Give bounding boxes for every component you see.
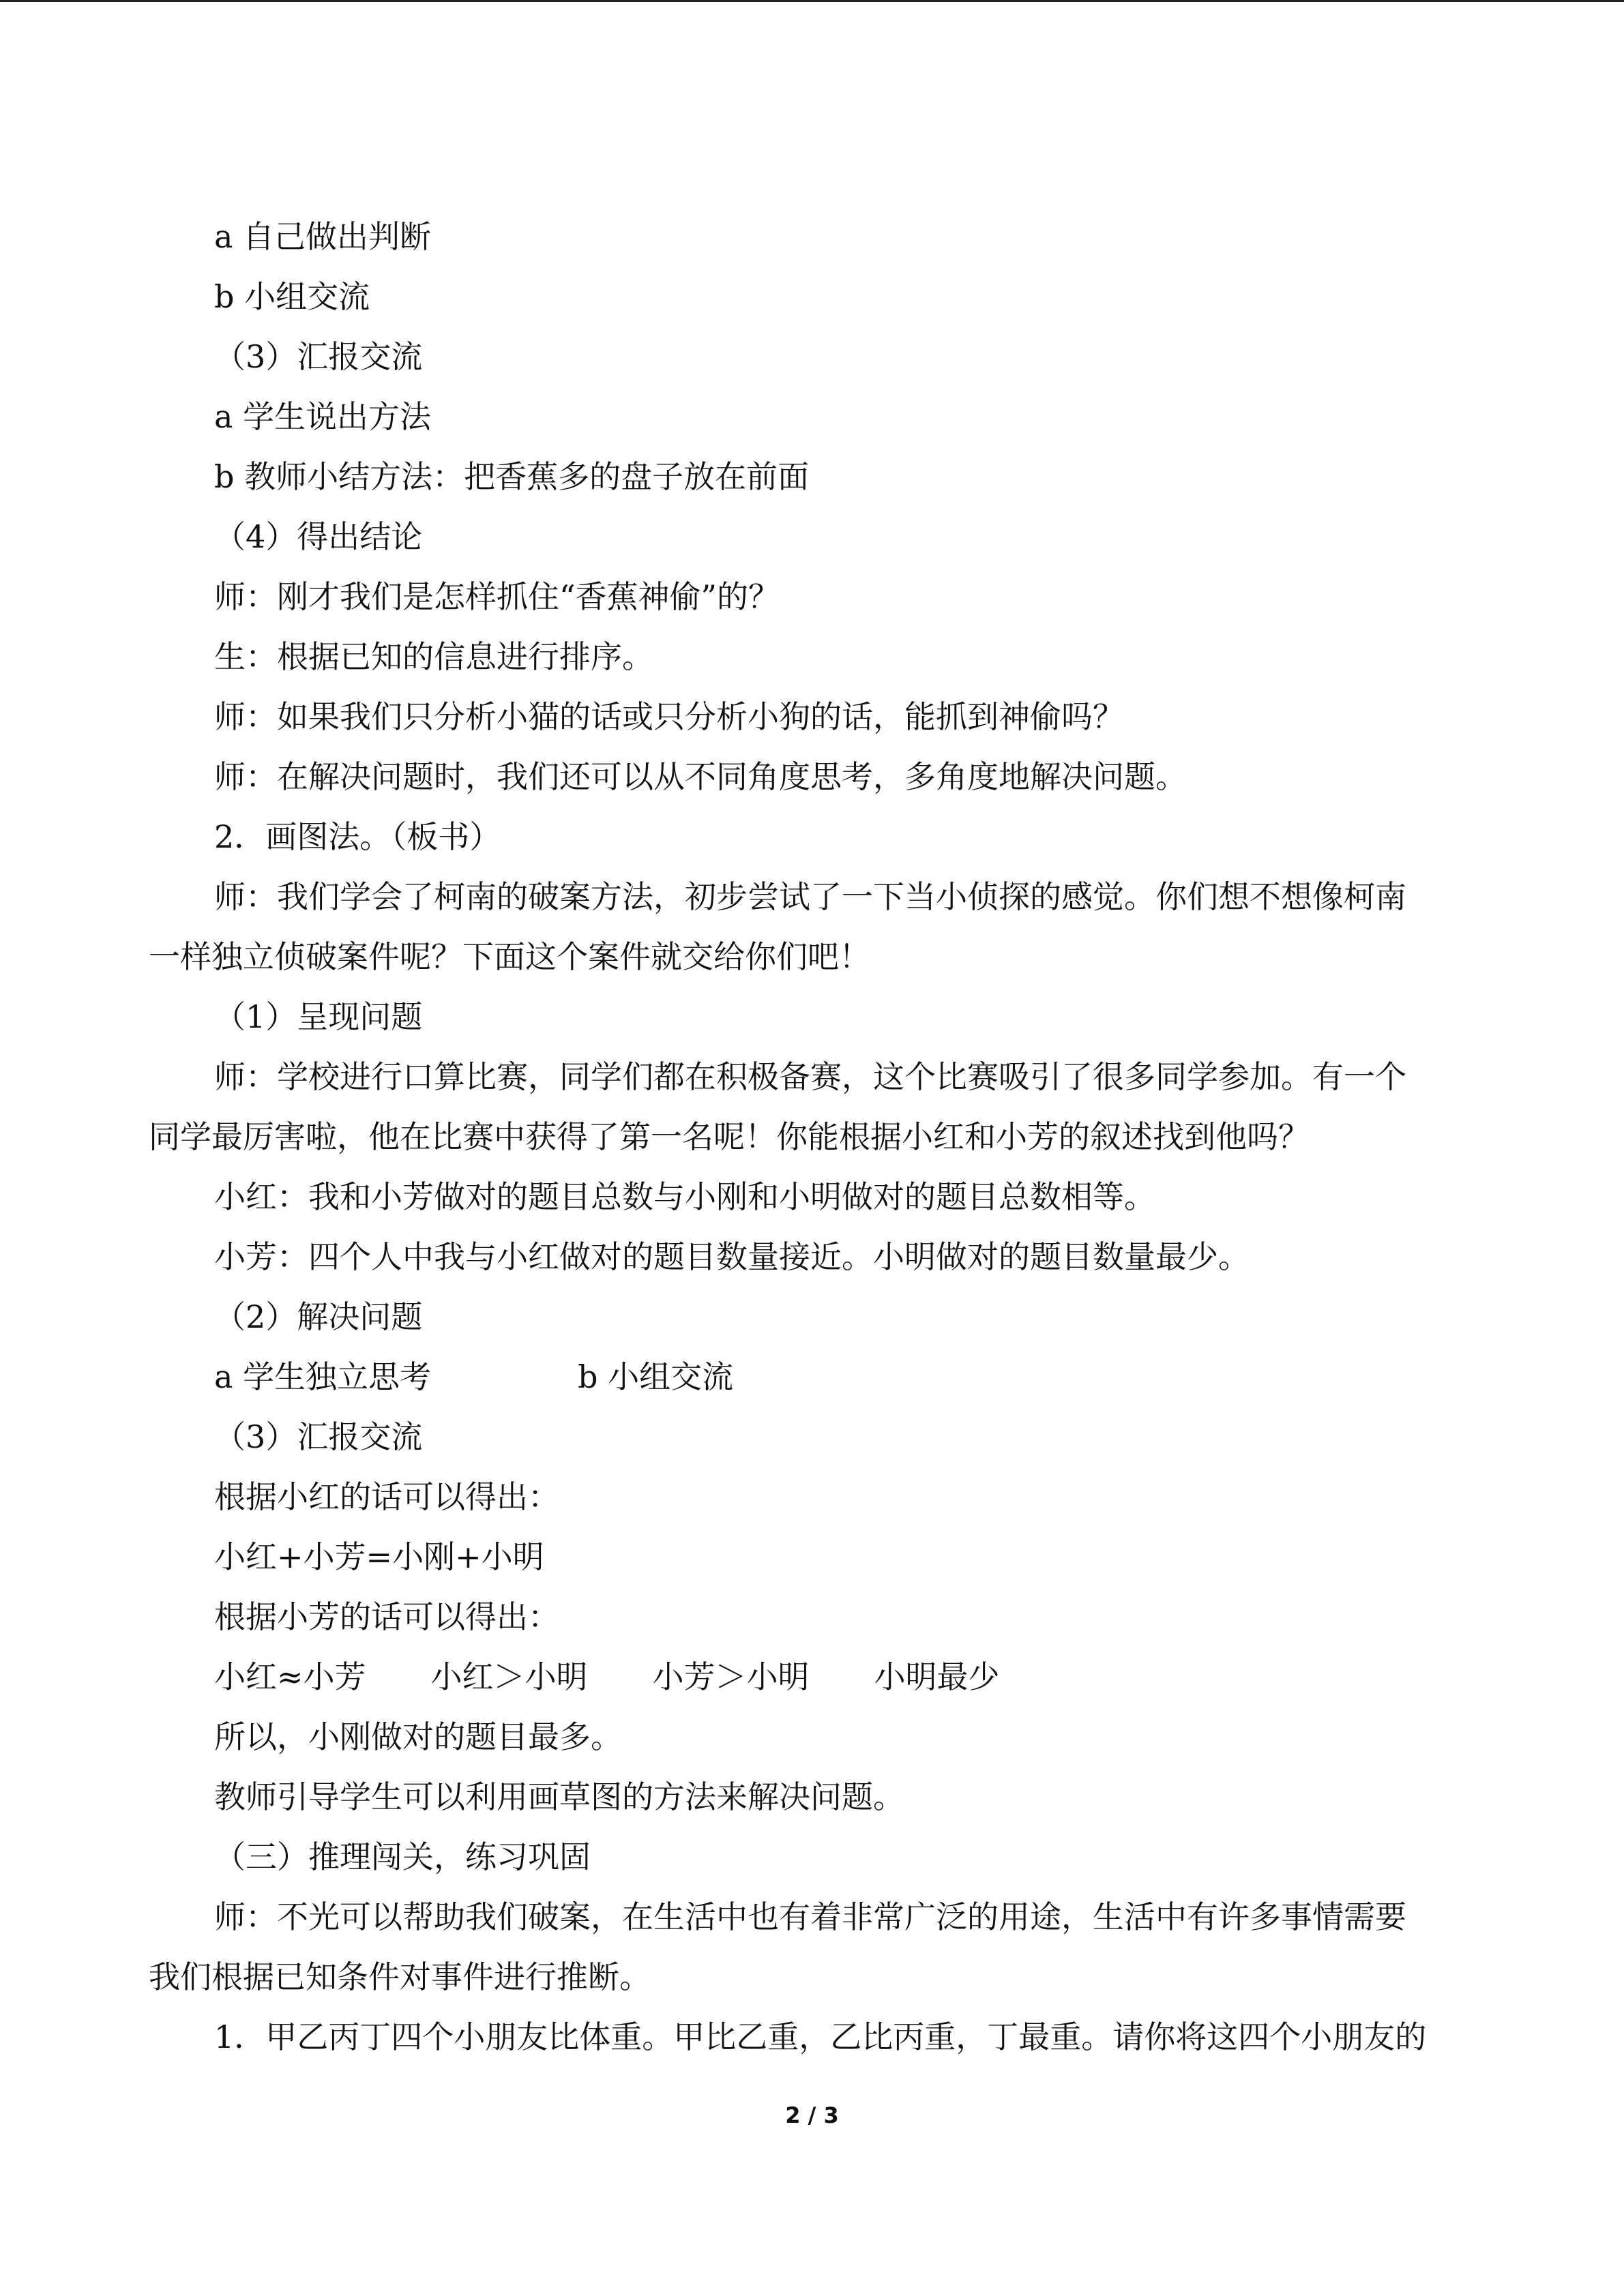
paragraph-continuation: 同学最厉害啦，他在比赛中获得了第一名呢！你能根据小红和小芳的叙述找到他吗？ [149, 1118, 1310, 1155]
paragraph-continuation: 一样独立侦破案件呢？下面这个案件就交给你们吧！ [149, 938, 870, 975]
document-body [149, 207, 1479, 2067]
paragraph: 生：根据已知的信息进行排序。 [214, 638, 653, 675]
paragraph: 所以，小刚做对的题目最多。 [214, 1718, 622, 1755]
steps-row [149, 1347, 1479, 1407]
paragraph: （3）汇报交流 [214, 338, 423, 375]
paragraph: （1）呈现问题 [214, 998, 423, 1035]
relation: 小芳＞小明 [652, 1658, 810, 1695]
paragraph: a 自己做出判断 [214, 218, 432, 255]
paragraph: 根据小红的话可以得出： [214, 1478, 559, 1515]
relation: 小明最少 [874, 1658, 1000, 1695]
paragraph-continuation: 我们根据已知条件对事件进行推断。 [149, 1958, 651, 1995]
paragraph: 小芳：四个人中我与小红做对的题目数量接近。小明做对的题目数量最少。 [214, 1238, 1250, 1275]
paragraph: （2）解决问题 [214, 1298, 423, 1335]
paragraph: 2．画图法。（板书） [214, 818, 501, 855]
paragraph: 教师引导学生可以利用画草图的方法来解决问题。 [214, 1778, 904, 1815]
relation: 小红＞小明 [430, 1658, 588, 1695]
page-number: 2 / 3 [785, 2102, 839, 2128]
paragraph: 师：不光可以帮助我们破案，在生活中也有着非常广泛的用途，生活中有许多事情需要 [214, 1898, 1406, 1935]
step-a: a 学生独立思考 [214, 1358, 432, 1395]
paragraph: 根据小芳的话可以得出： [214, 1598, 559, 1635]
paragraph: 小红：我和小芳做对的题目总数与小刚和小明做对的题目总数相等。 [214, 1178, 1155, 1215]
paragraph: a 学生说出方法 [214, 398, 432, 435]
step-b: b 小组交流 [578, 1358, 734, 1395]
paragraph: b 小组交流 [214, 278, 370, 315]
paragraph: 师：在解决问题时，我们还可以从不同角度思考，多角度地解决问题。 [214, 758, 1187, 795]
paragraph: 1．甲乙丙丁四个小朋友比体重。甲比乙重，乙比丙重，丁最重。请你将这四个小朋友的 [214, 2018, 1427, 2055]
paragraph: （4）得出结论 [214, 518, 423, 555]
relation: 小红≈小芳 [214, 1658, 366, 1695]
paragraph: 师：刚才我们是怎样抓住“香蕉神偷”的？ [214, 578, 780, 615]
equation: 小红+小芳=小刚+小明 [214, 1538, 544, 1575]
section-heading: （三）推理闯关，练习巩固 [214, 1838, 591, 1875]
paragraph: 师：学校进行口算比赛，同学们都在积极备赛，这个比赛吸引了很多同学参加。有一个 [214, 1058, 1406, 1095]
paragraph: （3）汇报交流 [214, 1418, 423, 1455]
relations-row [149, 1647, 1479, 1707]
paragraph: 师：如果我们只分析小猫的话或只分析小狗的话，能抓到神偷吗？ [214, 698, 1124, 735]
paragraph: b 教师小结方法：把香蕉多的盘子放在前面 [214, 458, 810, 495]
paragraph: 师：我们学会了柯南的破案方法，初步尝试了一下当小侦探的感觉。你们想不想像柯南 [214, 878, 1406, 915]
